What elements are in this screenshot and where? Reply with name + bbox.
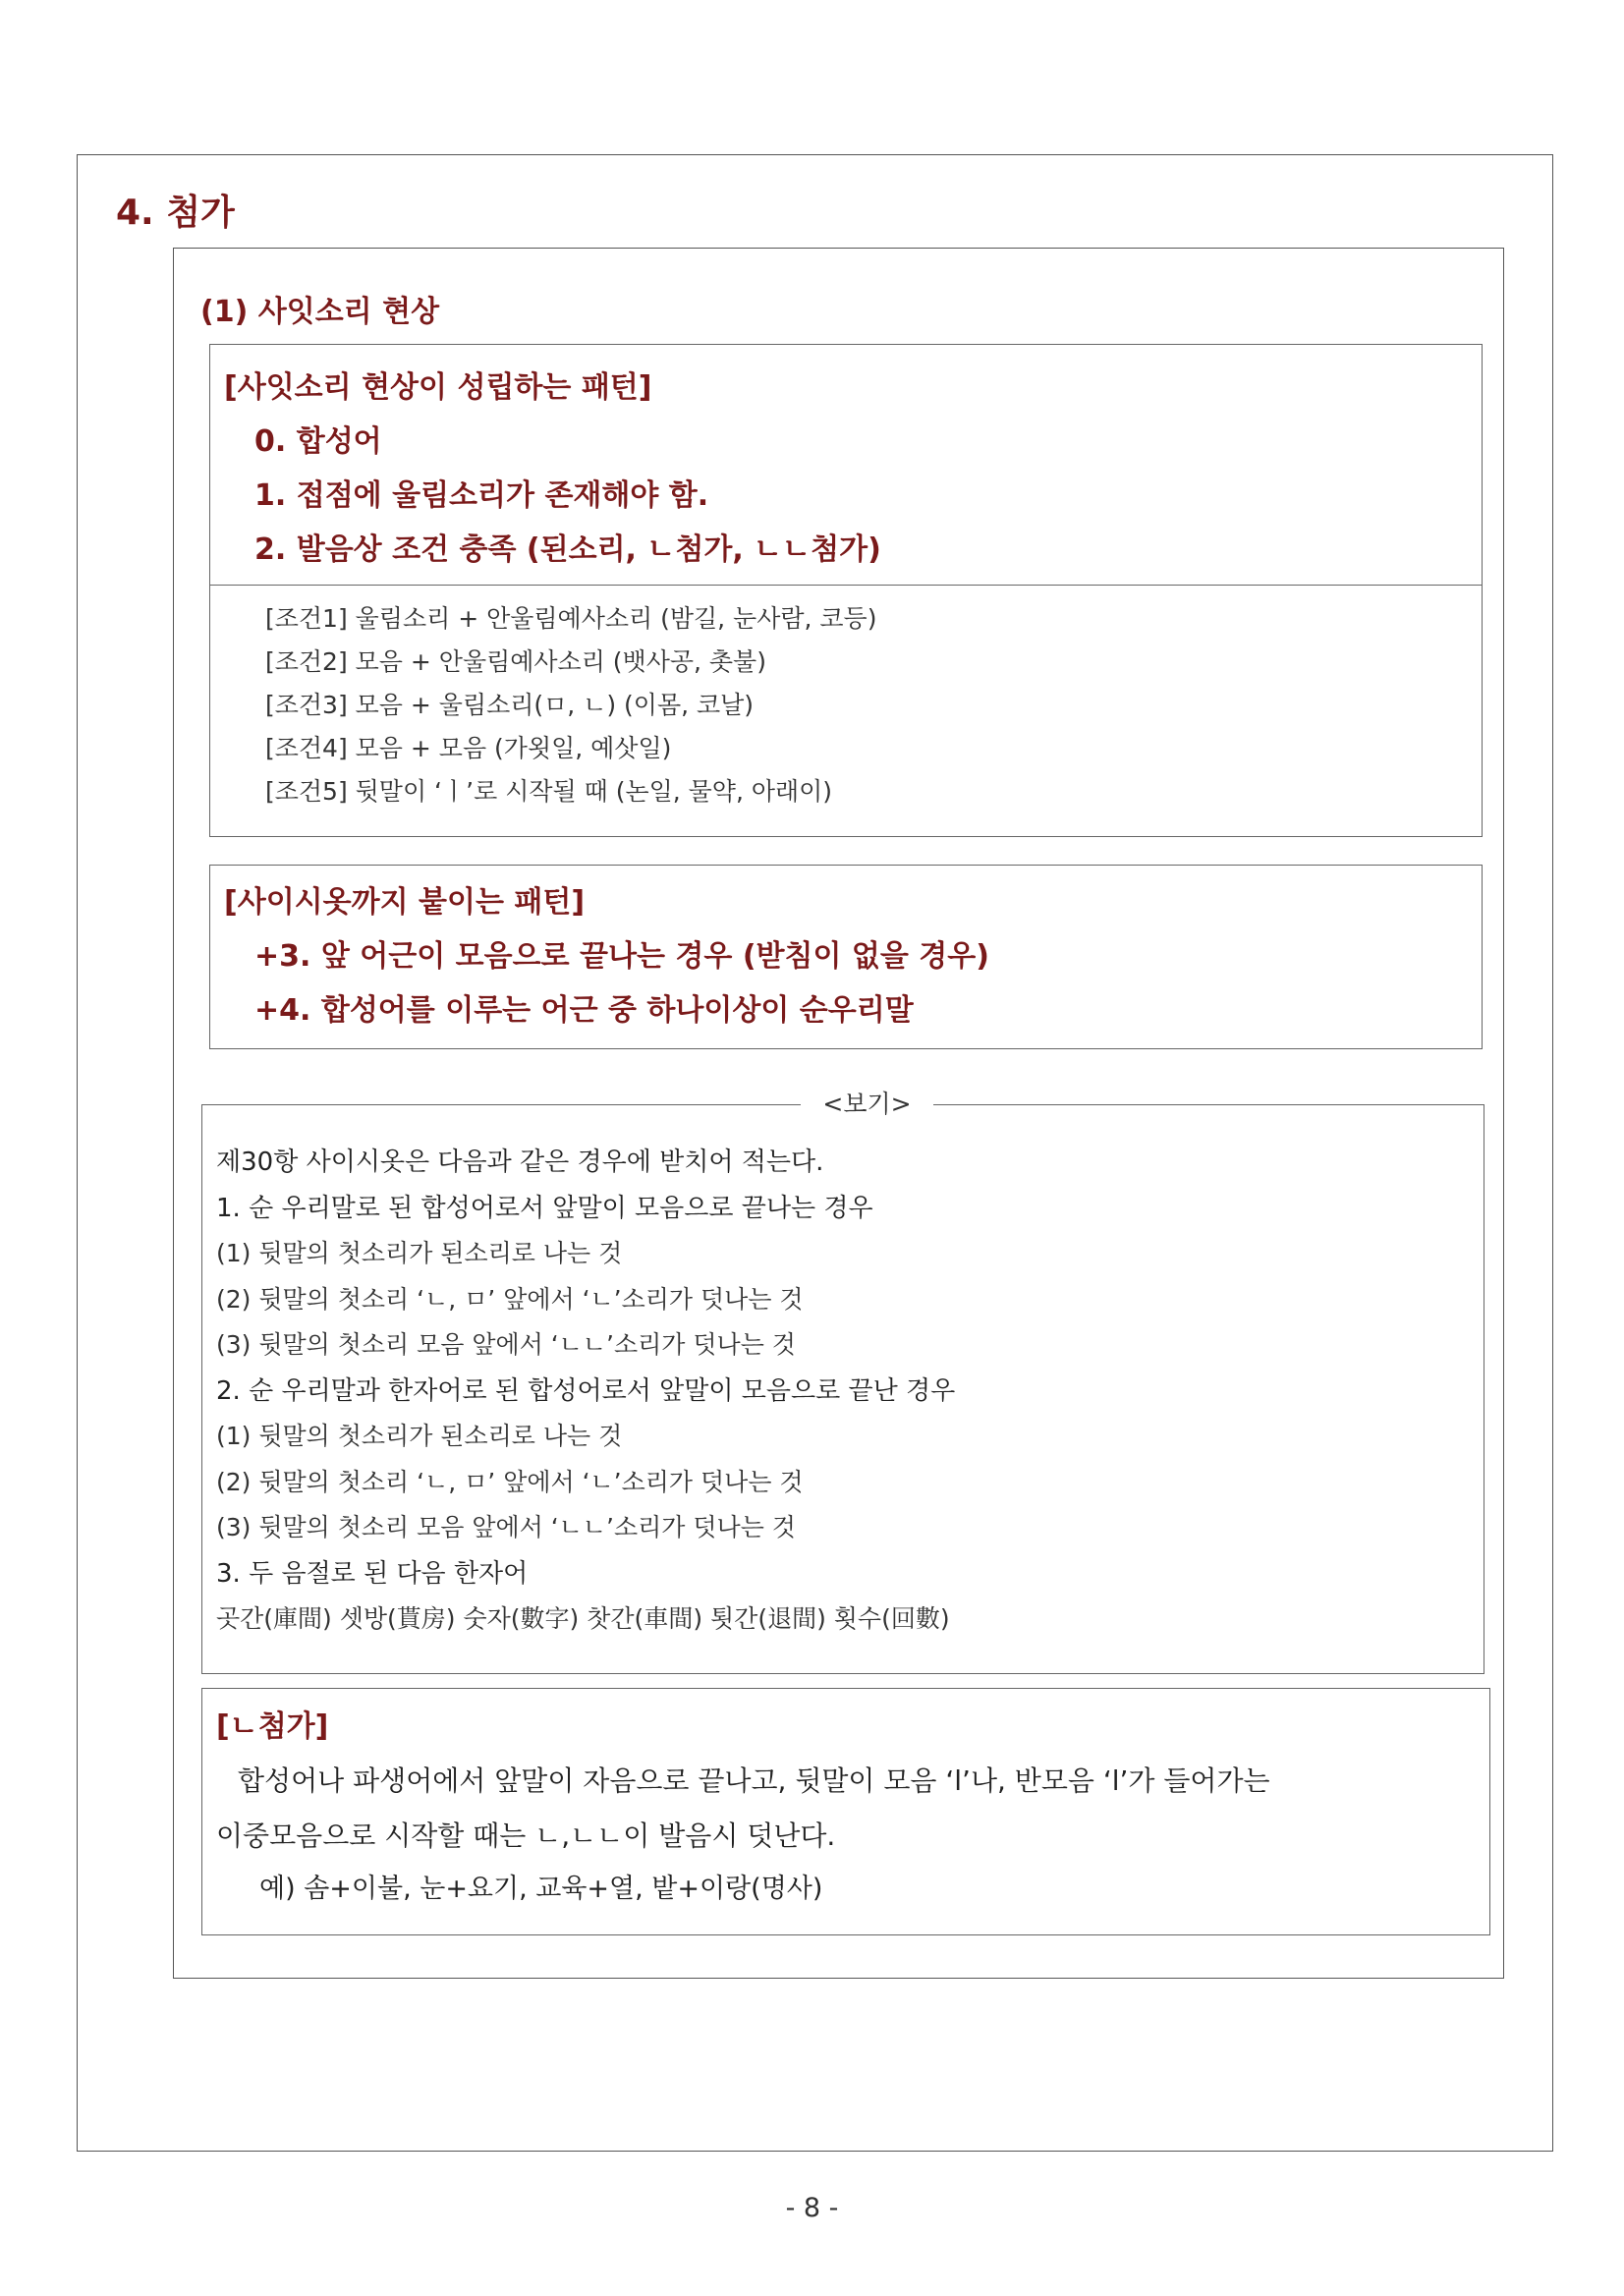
condition-item: [조건1] 울림소리 + 안울림예사소리 (밤길, 눈사람, 코등) [265, 604, 877, 633]
pattern-box [209, 344, 1483, 837]
siot-heading: [사이시옷까지 붙이는 패턴] [224, 885, 586, 920]
n-insertion-box [201, 1688, 1490, 1935]
example-label: <보기> [822, 1090, 912, 1118]
condition-list [210, 586, 1482, 813]
example-line: (3) 뒷말의 첫소리 모음 앞에서 ‘ㄴㄴ’소리가 덧나는 것 [216, 1513, 796, 1541]
condition-item: [조건2] 모음 + 안울림예사소리 (뱃사공, 촛불) [265, 647, 766, 676]
condition-item: [조건3] 모음 + 울림소리(ㅁ, ㄴ) (이몸, 코날) [265, 691, 755, 719]
pattern-rules [210, 345, 1482, 586]
siot-pattern-box [209, 865, 1483, 1049]
example-line: (3) 뒷말의 첫소리 모음 앞에서 ‘ㄴㄴ’소리가 덧나는 것 [216, 1330, 796, 1359]
pattern-item: 0. 합성어 [254, 424, 382, 459]
example-line: (2) 뒷말의 첫소리 ‘ㄴ, ㅁ’ 앞에서 ‘ㄴ’소리가 덧나는 것 [216, 1284, 804, 1314]
condition-item: [조건4] 모음 + 모음 (가욋일, 예삿일) [265, 734, 672, 762]
example-line: (1) 뒷말의 첫소리가 된소리로 나는 것 [216, 1422, 623, 1450]
siot-item: +4. 합성어를 이루는 어근 중 하나이상이 순우리말 [254, 993, 914, 1028]
pattern-item: 1. 접점에 울림소리가 존재해야 함. [254, 478, 709, 513]
pattern-heading: [사잇소리 현상이 성립하는 패턴] [224, 370, 652, 405]
page-number: - 8 - [785, 2193, 839, 2223]
n-insertion-body [216, 1754, 1489, 1864]
example-line: 3. 두 음절로 된 다음 한자어 [216, 1558, 529, 1589]
example-line: (2) 뒷말의 첫소리 ‘ㄴ, ㅁ’ 앞에서 ‘ㄴ’소리가 덧나는 것 [216, 1467, 804, 1496]
example-line: (1) 뒷말의 첫소리가 된소리로 나는 것 [216, 1239, 623, 1267]
siot-item: +3. 앞 어근이 모음으로 끝나는 경우 (받침이 없을 경우) [254, 939, 989, 974]
example-line: 2. 순 우리말과 한자어로 된 합성어로서 앞말이 모음으로 끝난 경우 [216, 1375, 956, 1406]
example-line: 제30항 사이시옷은 다음과 같은 경우에 받치어 적는다. [216, 1148, 824, 1177]
condition-item: [조건5] 뒷말이 ‘ㅣ’로 시작될 때 (논일, 물약, 아래이) [265, 777, 833, 806]
example-line: 곳간(庫間) 셋방(貰房) 숫자(數字) 찻간(車間) 툇간(退間) 횟수(回數) [216, 1604, 950, 1633]
n-insertion-line: 이중모음으로 시작할 때는 ㄴ,ㄴㄴ이 발음시 덧난다. [216, 1820, 836, 1852]
n-insertion-line: 합성어나 파생어에서 앞말이 자음으로 끝나고, 뒷말이 모음 ‘l’나, 반모음 ‘l’가 들어가는 [238, 1764, 1270, 1797]
example-body [216, 1140, 955, 1643]
n-insertion-heading: [ㄴ첨가] [216, 1709, 329, 1744]
example-line: 1. 순 우리말로 된 합성어로서 앞말이 모음으로 끝나는 경우 [216, 1193, 873, 1223]
n-insertion-example: 예) 솜+이불, 눈+요기, 교육+열, 밭+이랑(명사) [259, 1874, 823, 1904]
subsection-heading: (1) 사잇소리 현상 [200, 295, 440, 329]
page-title: 4. 첨가 [116, 193, 235, 233]
pattern-item: 2. 발음상 조건 충족 (된소리, ㄴ첨가, ㄴㄴ첨가) [254, 532, 881, 567]
